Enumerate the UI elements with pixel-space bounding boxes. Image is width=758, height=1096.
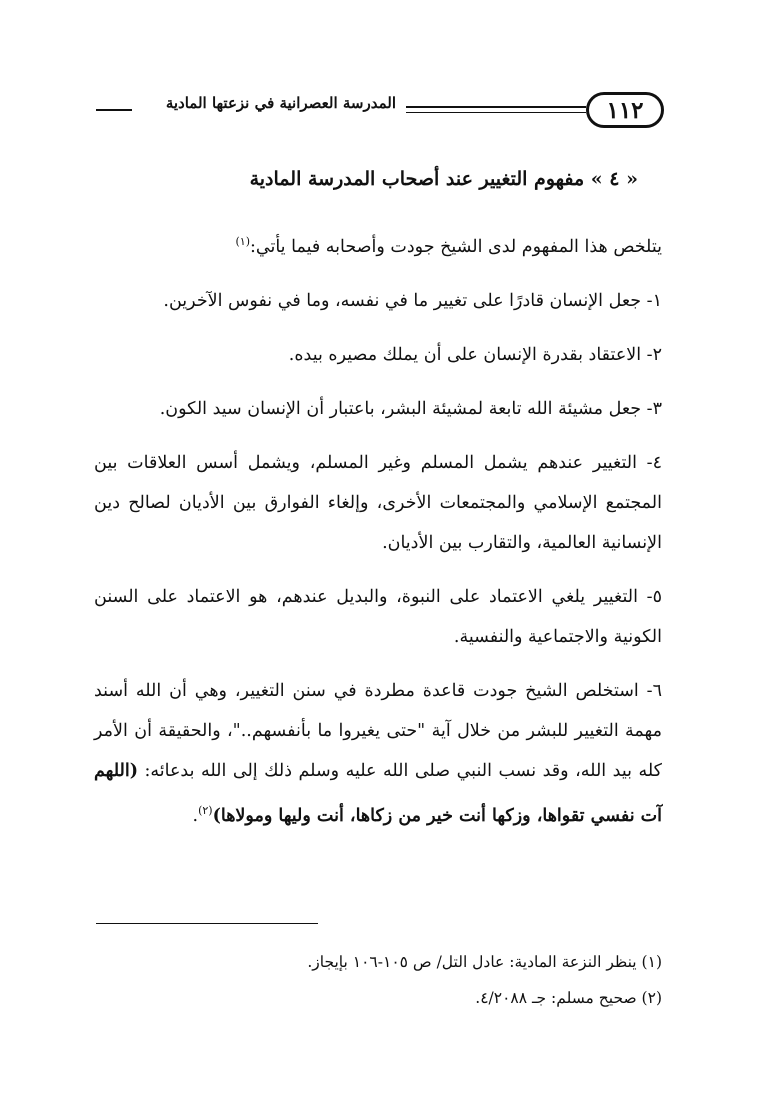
page-number: ١١٢	[586, 92, 664, 128]
item6-end: .	[192, 805, 199, 826]
list-item: ١- جعل الإنسان قادرًا على تغيير ما في نفسه، وما في نفوس الآخرين.	[163, 290, 662, 311]
intro-paragraph	[94, 222, 662, 267]
item6-text: ٦- استخلص الشيخ جودت قاعدة مطردة في سنن التغيير، وهي أن الله أسند مهمة التغيير للبشر من خلال آية "حتى يغيروا ما بأنفسهم.."، والحقيقة أن الأمر كله بيد الله، وقد نسب النبي صلى الله عليه وسلم ذلك إلى الله بدعائه:	[94, 680, 662, 781]
footnote-ref: (٢)	[198, 803, 213, 817]
list-item: ٢- الاعتقاد بقدرة الإنسان على أن يملك مصيره بيده.	[288, 344, 662, 365]
running-title: المدرسة العصرانية في نزعتها المادية	[165, 94, 396, 112]
running-header	[96, 92, 664, 132]
footnote: (١) ينظر النزعة المادية: عادل التل/ ص ١٠٥-١٠٦ بإيجاز.	[307, 953, 662, 971]
list-item: ٥- التغيير يلغي الاعتماد على النبوة، والبديل عندهم، هو الاعتماد على السنن الكونية والاجتماعية والنفسية.	[94, 586, 662, 647]
footnotes	[94, 944, 662, 1016]
section-title: « ٤ » مفهوم التغيير عند أصحاب المدرسة المادية	[249, 168, 638, 190]
header-rule	[546, 106, 586, 108]
footnote-divider	[96, 923, 318, 924]
list-item-6	[94, 671, 662, 836]
header-rule	[546, 112, 586, 113]
header-rule	[406, 112, 546, 113]
hadith-quote: (اللهم آت نفسي تقواها، وزكها أنت خير من زكاها، أنت وليها ومولاها)	[94, 760, 662, 826]
intro-text: يتلخص هذا المفهوم لدى الشيخ جودت وأصحابه فيما يأتي:	[250, 236, 662, 257]
list-item: ٣- جعل مشيئة الله تابعة لمشيئة البشر، باعتبار أن الإنسان سيد الكون.	[159, 398, 662, 419]
body-text	[94, 222, 662, 836]
footnote-ref: (١)	[235, 235, 250, 248]
footnote: (٢) صحيح مسلم: جـ ٤/٢٠٨٨.	[475, 989, 662, 1007]
header-rule	[406, 106, 546, 108]
list-item: ٤- التغيير عندهم يشمل المسلم وغير المسلم، ويشمل أسس العلاقات بين المجتمع الإسلامي والمجتمعات الأخرى، وإلغاء الفوارق بين الأديان لصالح دين الإنسانية العالمية، والتقارب بين الأديان.	[94, 452, 662, 553]
header-rule	[96, 109, 132, 111]
